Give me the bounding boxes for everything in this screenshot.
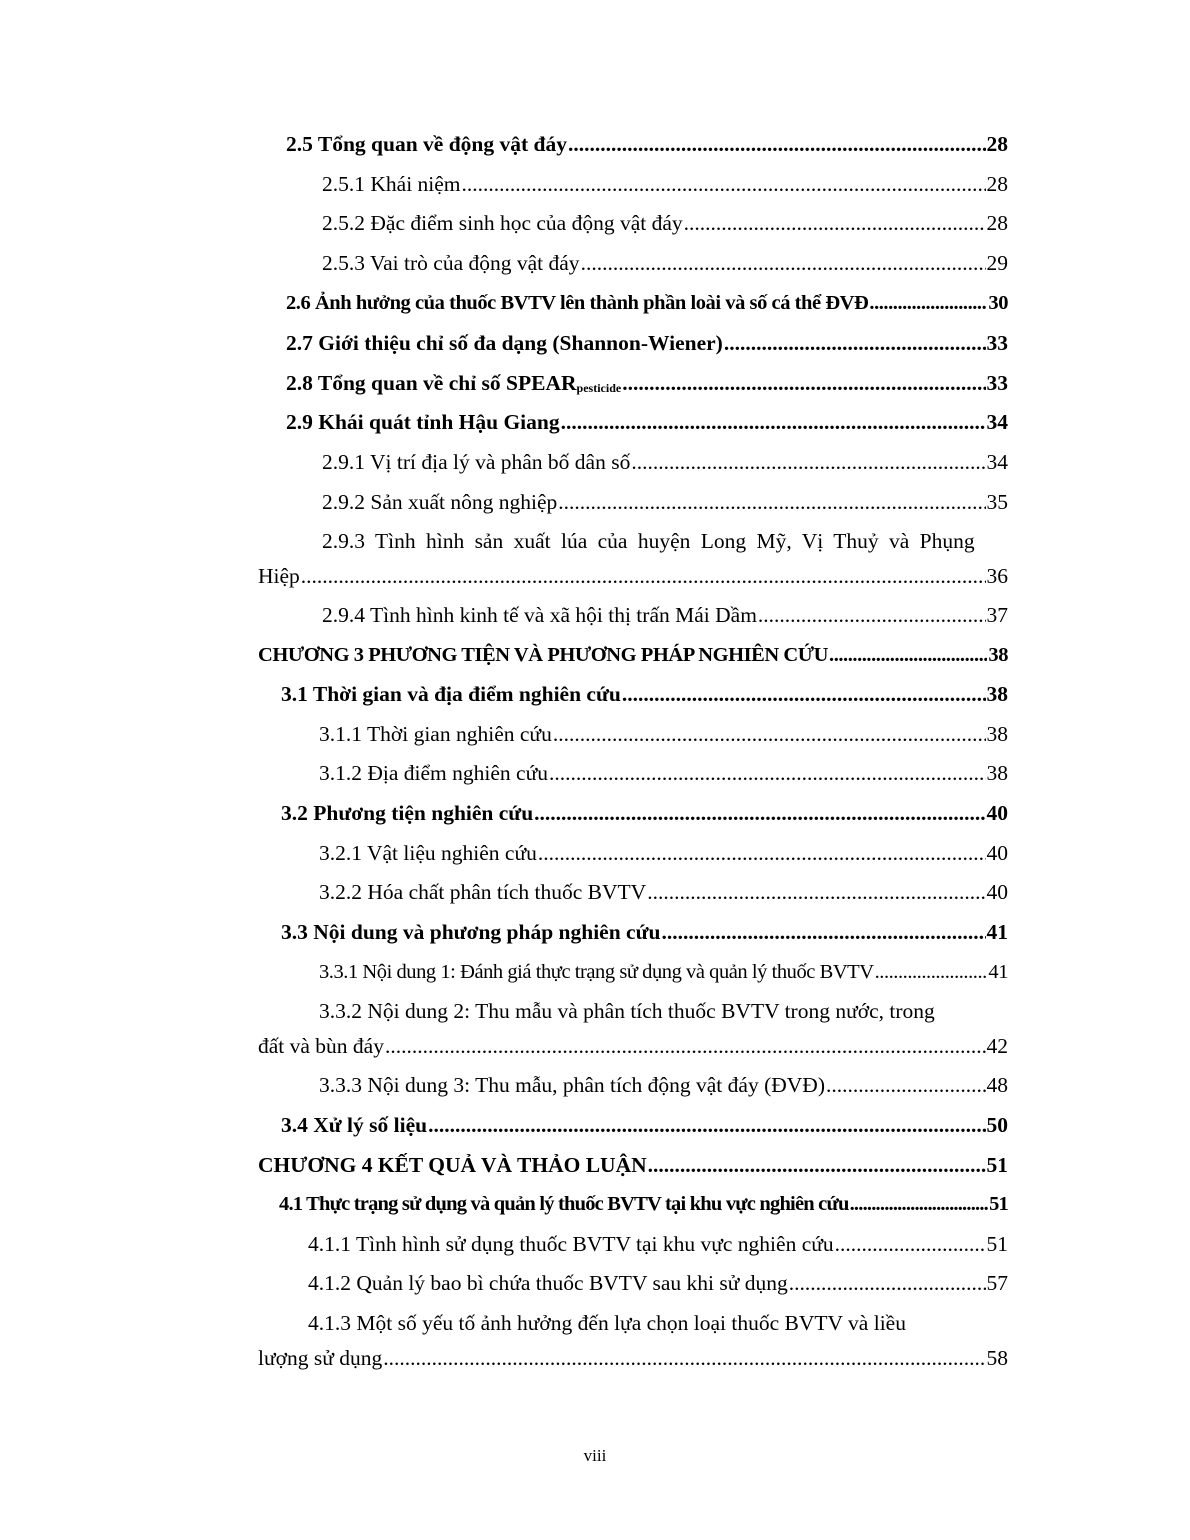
toc-entry-2-9-2[interactable]: 2.9.2 Sản xuất nông nghiệp ..... 35 bbox=[322, 489, 1008, 515]
toc-entry-2-7[interactable]: 2.7 Giới thiệu chỉ số đa dạng (Shannon-Wiener) ..... 33 bbox=[286, 330, 1008, 356]
toc-entry-3-3-2-line1[interactable]: 3.3.2 Nội dung 2: Thu mẫu và phân tích thuốc BVTV trong nước, trong bbox=[319, 999, 935, 1023]
toc-entry-2-5-2[interactable]: 2.5.2 Đặc điểm sinh học của động vật đáy ..... 28 bbox=[322, 210, 1008, 236]
toc-entry-3-2-1[interactable]: 3.2.1 Vật liệu nghiên cứu ..... 40 bbox=[319, 840, 1008, 866]
toc-entry-2-5-1[interactable]: 2.5.1 Khái niệm ..... 28 bbox=[322, 171, 1008, 197]
toc-entry-4-1-3-line1[interactable]: 4.1.3 Một số yếu tố ảnh hưởng đến lựa chọn loại thuốc BVTV và liều bbox=[308, 1311, 906, 1335]
toc-entry-4-1-2[interactable]: 4.1.2 Quản lý bao bì chứa thuốc BVTV sau khi sử dụng ..... 57 bbox=[308, 1270, 1008, 1296]
toc-entry-4-1-1[interactable]: 4.1.1 Tình hình sử dụng thuốc BVTV tại khu vực nghiên cứu ..... 51 bbox=[308, 1231, 1008, 1257]
toc-entry-2-9-3-line2[interactable]: Hiệp ..... 36 bbox=[258, 563, 1008, 589]
toc-entry-3-3-2-line2[interactable]: đất và bùn đáy ..... 42 bbox=[258, 1033, 1008, 1059]
toc-entry-3-3[interactable]: 3.3 Nội dung và phương pháp nghiên cứu ..... 41 bbox=[281, 919, 1008, 945]
toc-entry-2-9-3-line1[interactable]: 2.9.3 Tình hình sản xuất lúa của huyện Long Mỹ, Vị Thuỷ và Phụng bbox=[322, 529, 975, 553]
toc-entry-2-5-3[interactable]: 2.5.3 Vai trò của động vật đáy ..... 29 bbox=[322, 250, 1008, 276]
toc-entry-4-1-3-line2[interactable]: lượng sử dụng ..... 58 bbox=[258, 1345, 1008, 1371]
toc-entry-3-1[interactable]: 3.1 Thời gian và địa điểm nghiên cứu ..... 38 bbox=[281, 681, 1008, 707]
toc-entry-chapter-3[interactable]: CHƯƠNG 3 PHƯƠNG TIỆN VÀ PHƯƠNG PHÁP NGHIÊN CỨU ..... 38 bbox=[258, 642, 1008, 668]
toc-entry-2-9-4[interactable]: 2.9.4 Tình hình kinh tế và xã hội thị trấn Mái Dầm ..... 37 bbox=[322, 602, 1008, 628]
page-number: viii bbox=[583, 1446, 607, 1465]
toc-entry-3-1-1[interactable]: 3.1.1 Thời gian nghiên cứu ..... 38 bbox=[319, 721, 1008, 747]
toc-entry-2-9[interactable]: 2.9 Khái quát tỉnh Hậu Giang ..... 34 bbox=[286, 409, 1008, 435]
toc-entry-chapter-4[interactable]: CHƯƠNG 4 KẾT QUẢ VÀ THẢO LUẬN ..... 51 bbox=[258, 1152, 1008, 1178]
toc-entry-3-4[interactable]: 3.4 Xử lý số liệu ..... 50 bbox=[281, 1112, 1008, 1138]
toc-entry-3-2[interactable]: 3.2 Phương tiện nghiên cứu ..... 40 bbox=[281, 800, 1008, 826]
toc-entry-3-2-2[interactable]: 3.2.2 Hóa chất phân tích thuốc BVTV ..... 40 bbox=[319, 879, 1008, 905]
toc-entry-2-6[interactable]: 2.6 Ảnh hưởng của thuốc BVTV lên thành phần loài và số cá thể ĐVĐ ..... 30 bbox=[286, 290, 1008, 316]
toc-entry-4-1[interactable]: 4.1 Thực trạng sử dụng và quản lý thuốc BVTV tại khu vực nghiên cứu ..... 51 bbox=[279, 1191, 1008, 1217]
toc-entry-3-1-2[interactable]: 3.1.2 Địa điểm nghiên cứu ..... 38 bbox=[319, 760, 1008, 786]
toc-entry-3-3-3[interactable]: 3.3.3 Nội dung 3: Thu mẫu, phân tích động vật đáy (ĐVĐ) ..... 48 bbox=[319, 1072, 1008, 1098]
toc-entry-2-8[interactable]: 2.8 Tổng quan về chỉ số $SPEAR_{pesticide}$ ..... 33 bbox=[286, 370, 1008, 399]
toc-entry-2-5[interactable]: 2.5 Tổng quan về động vật đáy ..... 28 bbox=[286, 131, 1008, 157]
toc-entry-3-3-1[interactable]: 3.3.1 Nội dung 1: Đánh giá thực trạng sử dụng và quản lý thuốc BVTV ..... 41 bbox=[319, 959, 1008, 985]
toc-entry-2-9-1[interactable]: 2.9.1 Vị trí địa lý và phân bố dân số ..... 34 bbox=[322, 449, 1008, 475]
